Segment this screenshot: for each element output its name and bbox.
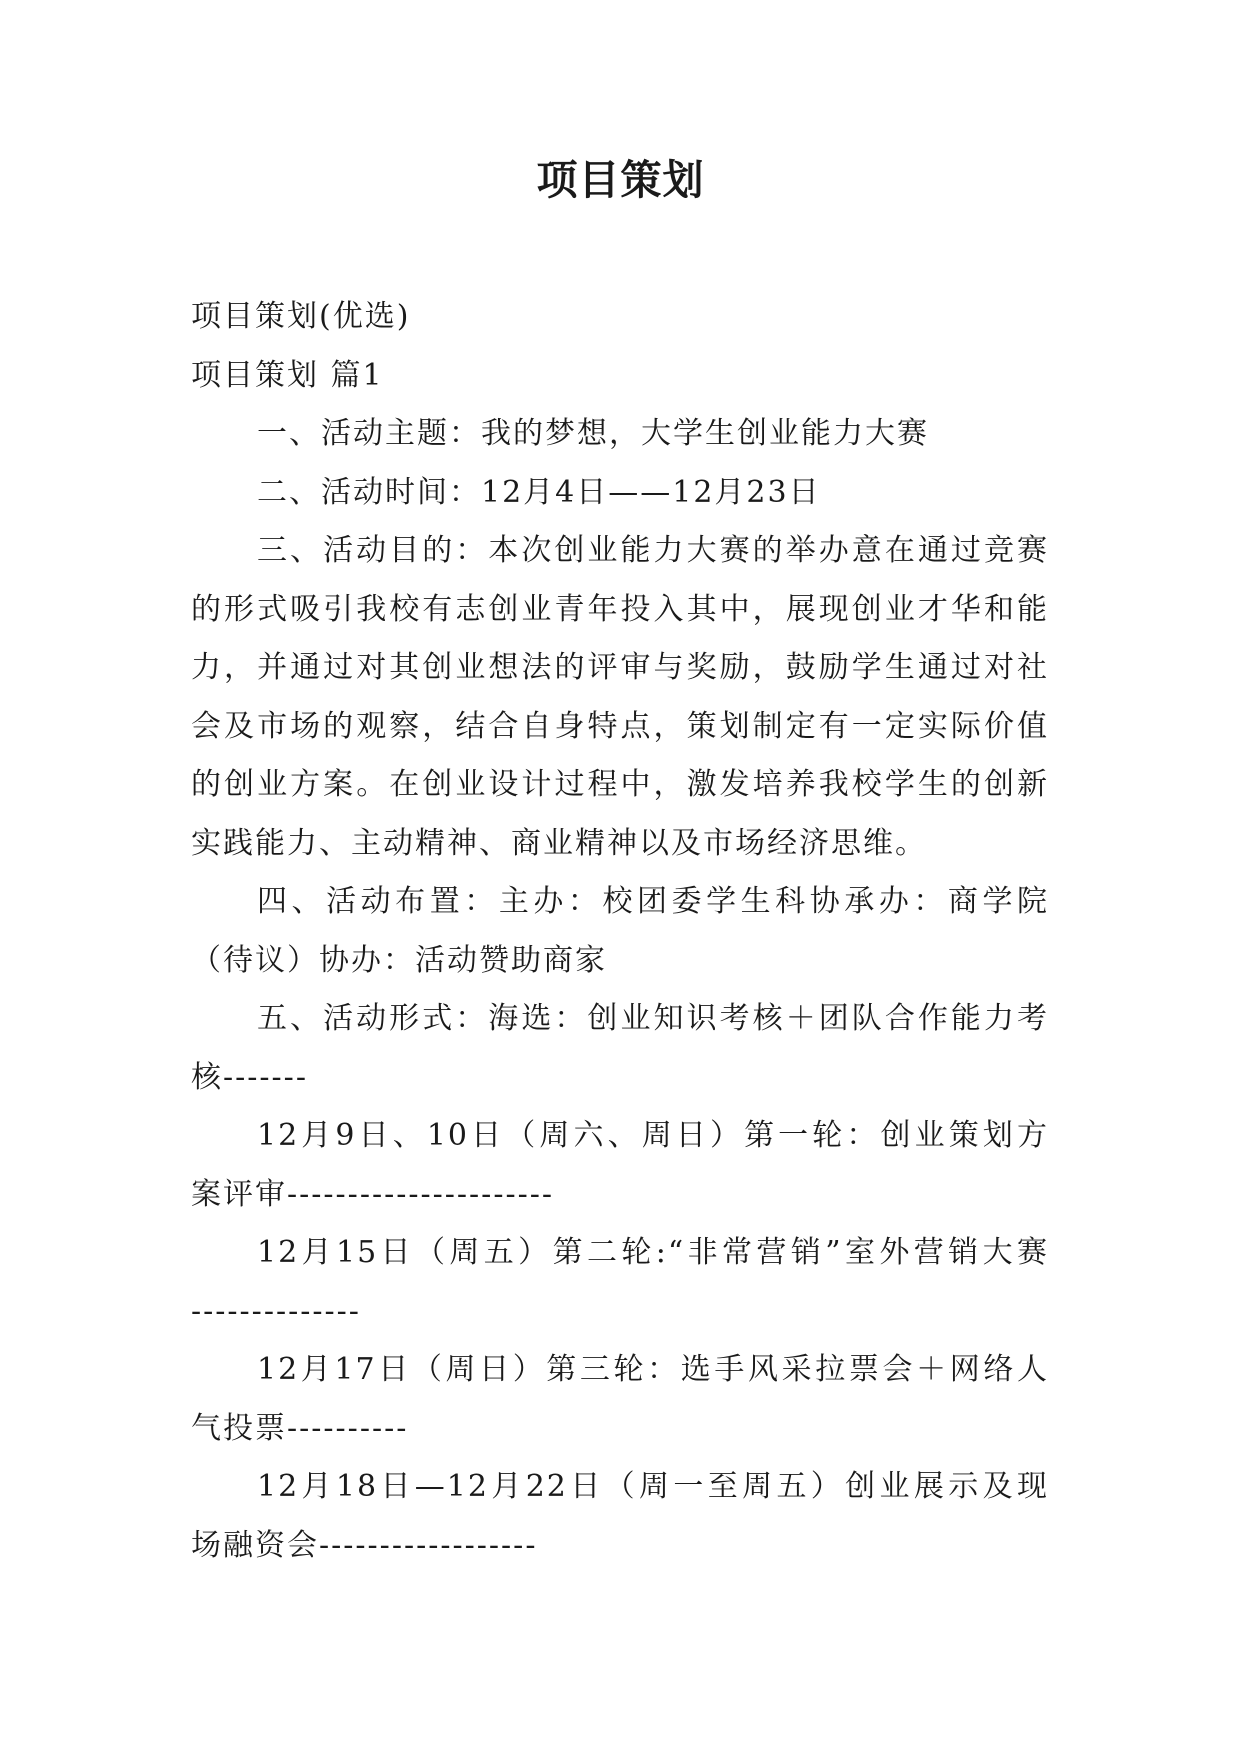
schedule-round-2-line-2: -------------- — [191, 1293, 361, 1329]
paragraph-format-line-1: 五、活动形式：海选：创业知识考核＋团队合作能力考 — [257, 1001, 1049, 1036]
section-heading: 项目策划 篇1 — [191, 357, 384, 393]
schedule-round-3-line-2: 气投票---------- — [191, 1410, 409, 1446]
paragraph-purpose-line-3: 力，并通过对其创业想法的评审与奖励，鼓励学生通过对社 — [191, 650, 1049, 685]
paragraph-purpose-line-2: 的形式吸引我校有志创业青年投入其中，展现创业才华和能 — [191, 591, 1049, 627]
paragraph-purpose-line-4: 会及市场的观察，结合自身特点，策划制定有一定实际价值 — [191, 708, 1049, 744]
paragraph-arrangement-line-2: （待议）协办：活动赞助商家 — [191, 942, 607, 978]
paragraph-format-line-2: 核------- — [191, 1059, 308, 1095]
paragraph-purpose-line-1: 三、活动目的：本次创业能力大赛的举办意在通过竞赛 — [257, 533, 1049, 568]
schedule-round-2-line-1: 12月15日（周五）第二轮:“非常营销”室外营销大赛 — [257, 1235, 1049, 1270]
schedule-final-line-2: 场融资会------------------ — [191, 1527, 538, 1563]
subtitle-line: 项目策划(优选) — [191, 299, 411, 334]
document-body — [191, 288, 1049, 1575]
schedule-final-line-1: 12月18日—12月22日（周一至周五）创业展示及现 — [257, 1469, 1049, 1504]
schedule-round-1-line-1: 12月9日、10日（周六、周日）第一轮：创业策划方 — [257, 1118, 1049, 1153]
paragraph-theme: 一、活动主题：我的梦想，大学生创业能力大赛 — [257, 416, 929, 451]
paragraph-purpose-line-5: 的创业方案。在创业设计过程中，激发培养我校学生的创新 — [191, 767, 1049, 802]
paragraph-time: 二、活动时间：12月4日——12月23日 — [257, 474, 821, 510]
schedule-round-3-line-1: 12月17日（周日）第三轮：选手风采拉票会＋网络人 — [257, 1352, 1049, 1387]
paragraph-purpose-line-6: 实践能力、主动精神、商业精神以及市场经济思维。 — [191, 825, 927, 861]
document-title: 项目策划 — [536, 156, 705, 204]
paragraph-arrangement-line-1: 四、活动布置：主办：校团委学生科协承办：商学院 — [257, 884, 1049, 919]
schedule-round-1-line-2: 案评审---------------------- — [191, 1176, 555, 1212]
